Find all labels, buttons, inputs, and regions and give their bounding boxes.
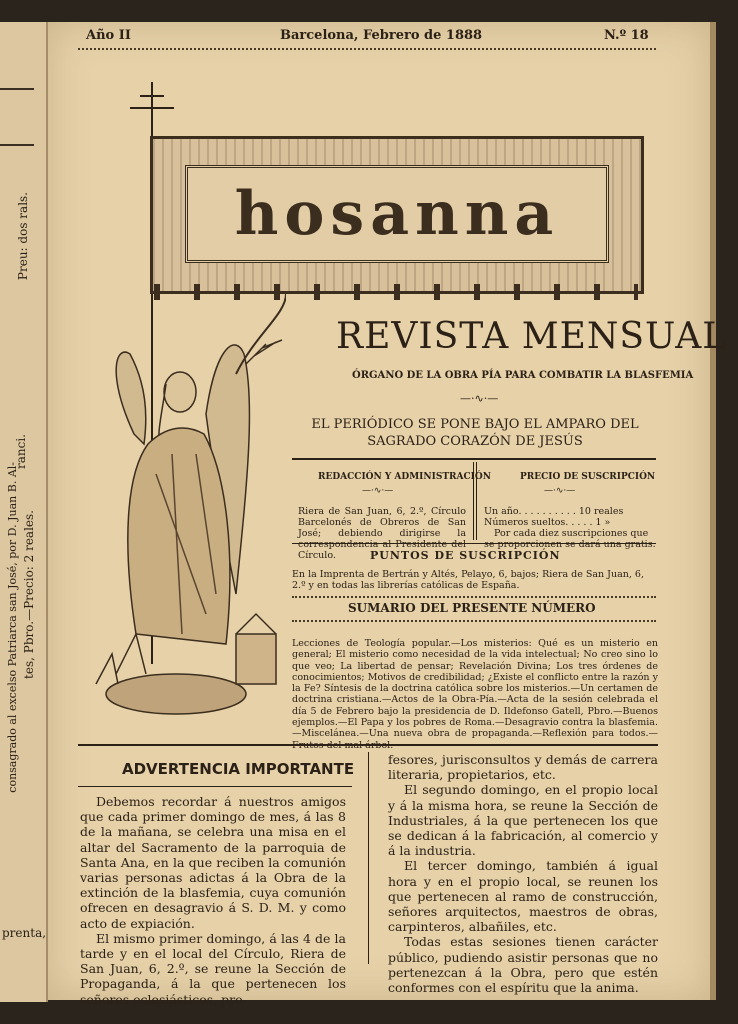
paragraph: El mismo primer domingo, á las 4 de la tarde y en el local del Círculo, Riera de San Juan, 6, 2.º, se reune la Sección de Propaganda, á la que pertenecen los señores eclesiásticos, pro- (80, 930, 346, 1007)
organ-line: ÓRGANO DE LA OBRA PÍA PARA COMBATIR LA BLASFEMIA (352, 370, 694, 381)
right-column (388, 752, 658, 995)
masthead-title: hosanna (234, 179, 560, 249)
dedication: EL PERIÓDICO SE PONE BAJO EL AMPARO DEL SAGRADO CORAZÓN DE JESÚS (311, 417, 639, 449)
ornament-divider: —·∿·— (460, 392, 499, 405)
left-word-prenta: prenta, (2, 926, 47, 940)
left-vertical-price: Preu: dos rals. (16, 192, 30, 281)
price-note: Por cada diez suscripciones que se proporcionen se dará una gratis. (484, 528, 656, 550)
info-box-rule (292, 458, 656, 460)
subtitle: REVISTA MENSUAL (336, 316, 728, 357)
banner-tassels (154, 284, 638, 300)
price-year: Un año. . . . . . . . . . 10 reales (484, 506, 624, 517)
admin-text: Riera de San Juan, 6, 2.º, Círculo Barcelonés de Obreros de San José; debiendo dirigirse la correspondencia al Presidente del Círculo. (298, 506, 466, 561)
masthead-title-panel (185, 165, 609, 263)
place-date: Barcelona, Febrero de 1888 (280, 28, 483, 43)
puntos-text: En la Imprenta de Bertrán y Altés, Pelayo, 6, bajos; Riera de San Juan, 6, 2.º y en todas las librerías católicas de España. (292, 569, 644, 591)
paragraph: El segundo domingo, en el propio local y á la misma hora, se reune la Sección de Industriales, á la que pertenecen los que se dedican á la fabricación, al comercio y á la industria. (388, 782, 658, 859)
issue-number: N.º 18 (604, 28, 649, 43)
ornament-small: —·∿·— (544, 486, 576, 496)
left-column (80, 794, 346, 1007)
sumario-text: Lecciones de Teología popular.—Los misterios: Qué es un misterio en general; El misterio como necesidad de la vida intelectual; No creo sino lo que veo; La libertad de pensar; Revelación Divina; Los tres órdenes de conocimientos; Motivos de credibilidad; ¿Existe el conflicto entre la razón y la Fe? Síntesis de la doctrina católica sobre los misterios.—Un certamen de doctrina cristiana.—Actos de la Obra-Pía.—Acta de la sesión celebrada el día 5 de Febrero bajo la presidencia de D. Ildefonso Gatell, Pbro.—Buenos ejemplos.—El Papa y los pobres de Roma.—Desagravio contra la blasfemia.—Miscelánea.—Una nueva obra de propaganda.—Reflexión para todos.—Frutos del mal árbol. (292, 638, 658, 751)
issue-year: Año II (86, 28, 131, 43)
price-single: Números sueltos. . . . . 1 » (484, 517, 611, 528)
paragraph: Todas estas sesiones tienen carácter público, pudiendo asistir personas que no pertenezcan á la Obra, pero que estén conformes con el espíritu que la anima. (388, 934, 658, 996)
dotted-rule (292, 620, 656, 622)
dotted-rule (292, 596, 656, 598)
rule (292, 543, 656, 544)
left-vertical-consagrado: consagrado al excelso Patriarca san José, por D. Juan B. Al- (6, 462, 19, 793)
advertencia-heading: ADVERTENCIA IMPORTANTE (122, 760, 355, 778)
header-rule (78, 48, 656, 50)
admin-heading: REDACCIÓN Y ADMINISTRACIÓN (318, 472, 491, 482)
prices-heading: PRECIO DE SUSCRIPCIÓN (520, 472, 656, 482)
background-edge (716, 22, 738, 1000)
section-rule (78, 744, 658, 746)
sumario-heading: SUMARIO DEL PRESENTE NÚMERO (348, 601, 596, 615)
paragraph: Debemos recordar á nuestros amigos que cada primer domingo de mes, á las 8 de la mañana, se celebra una misa en el altar del Sacramento de la parroquia de Santa Ana, en la que reciben la comunión varias personas adictas á la Obra de la extinción de la blasfemia, cuya comunión ofrecen en desagravio á S. D. M. y como acto de expiación. (80, 794, 346, 931)
left-rule (0, 144, 34, 146)
left-rule (0, 88, 34, 90)
left-vertical-price-2: tes, Pbro.—Precio: 2 reales. (22, 510, 36, 679)
column-separator (368, 752, 369, 964)
puntos-heading: PUNTOS DE SUSCRIPCIÓN (370, 549, 561, 562)
ornament-small: —·∿·— (362, 486, 394, 496)
masthead-banner (150, 136, 644, 294)
left-facing-page (0, 22, 48, 1002)
left-word-ranci: ranci. (14, 434, 28, 469)
heading-rule (78, 786, 352, 787)
paragraph: El tercer domingo, también á igual hora y en el propio local, se reunen los que pertenecen al ramo de construcción, señores arquitectos, maestros de obras, carpinteros, albañiles, etc. (388, 858, 658, 935)
paragraph: fesores, jurisconsultos y demás de carrera literaria, propietarios, etc. (388, 752, 658, 783)
